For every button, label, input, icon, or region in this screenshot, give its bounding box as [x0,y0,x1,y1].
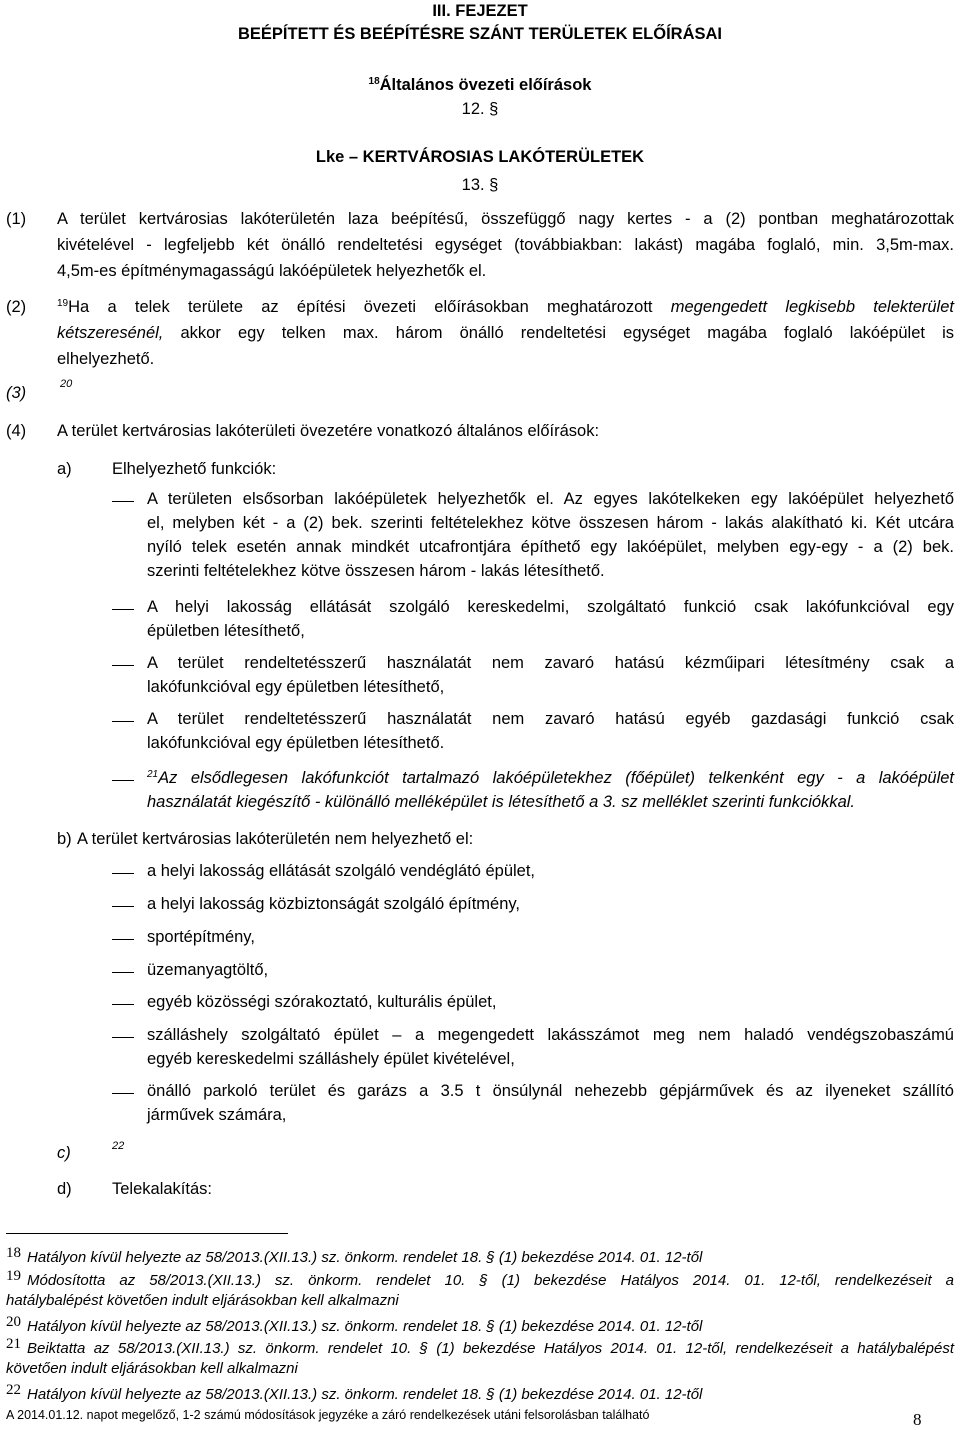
point-3-number: (3) [6,384,27,402]
footnote-19-line-2: hatálybalépést követően indult eljárásokban kell alkalmazni [6,1292,399,1309]
allowed-item-3-line-2: lakófunkcióval egy épületben létesíthető, [147,678,445,696]
list-dash [112,1004,134,1005]
footer-note: A 2014.01.12. napot megelőző, 1-2 számú módosítások jegyzéke a záró rendelkezések utáni felsorolásban található [6,1408,650,1422]
footnote-number: 19 [6,1268,21,1284]
point-1-line-1: A terület kertvárosias lakóterületén laza beépítésű, összefüggő nagy kertes - a (2) pontban meghatározottak [57,210,954,228]
list-dash [112,665,134,666]
prohibited-item-5-line-1: egyéb közösségi szórakoztató, kulturális épület, [147,993,497,1011]
point-1-number: (1) [6,210,27,228]
allowed-item-1-line-1: A területen elsősorban lakóépületek helyezhetők el. Az egyes lakótelkeken egy lakóépület helyezhető [147,490,954,508]
footnote-18-line-1: 18 Hatályon kívül helyezte az 58/2013.(XII.13.) sz. önkorm. rendelet 18. § (1) bekezdése 2014. 01. 12-től [6,1245,703,1266]
point-4-number: (4) [6,422,27,440]
list-dash [112,1037,134,1038]
allowed-item-4-line-2: lakófunkcióval egy épületben létesíthető. [147,734,445,752]
sub-b-text: A terület kertvárosias lakóterületén nem helyezhető el: [77,830,474,848]
list-dash [112,609,134,610]
sub-a-label: a) [57,460,72,478]
sub-b-label: b) [57,830,72,848]
zone-title: Lke – KERTVÁROSIAS LAKÓTERÜLETEK [315,148,645,166]
footnote-22-line-1: 22 Hatályon kívül helyezte az 58/2013.(XII.13.) sz. önkorm. rendelet 18. § (1) bekezdése 2014. 01. 12-től [6,1382,703,1403]
chapter-title: BEÉPÍTETT ÉS BEÉPÍTÉSRE SZÁNT TERÜLETEK ELŐÍRÁSAI [237,25,723,43]
prohibited-item-2-line-1: a helyi lakosság közbiztonságát szolgáló építmény, [147,895,520,913]
prohibited-item-6-line-1: szálláshely szolgáltató épület – a megengedett lakásszámot meg nem haladó vendégszobaszámú [147,1026,954,1044]
prohibited-item-1-line-1: a helyi lakosság ellátását szolgáló vendéglátó épület, [147,862,536,880]
point-2-line-1: $^{19}$Ha a telek területe az építési övezeti előírásokban meghatározott megengedett legkisebb telekterület [57,298,954,316]
allowed-item-1-line-2: el, melyben két - a (2) bek. szerinti feltételekhez kötve összesen három - lakás alakítható ki. Két utcára [147,514,954,532]
footnote-20-line-1: 20 Hatályon kívül helyezte az 58/2013.(XII.13.) sz. önkorm. rendelet 18. § (1) bekezdése 2014. 01. 12-től [6,1314,703,1335]
list-dash [112,939,134,940]
point-4-text: A terület kertvárosias lakóterületi övezetére vonatkozó általános előírások: [57,422,600,440]
chapter-number: III. FEJEZET [432,2,528,20]
prohibited-item-7-line-1: önálló parkoló terület és garázs a 3.5 t önsúlynál nehezebb gépjárművek és az ilyeneket szállító [147,1082,954,1100]
sub-c-label: c) [57,1144,71,1162]
list-dash [112,501,134,502]
footnote-ref-18[interactable]: 18 [368,76,380,87]
sub-d-label: d) [57,1180,72,1198]
allowed-item-3-line-1: A terület rendeltetésszerű használatát nem zavaró hatású kézműipari létesítmény csak a [147,654,954,672]
footnote-21-line-1: 21 Beiktatta az 58/2013.(XII.13.) sz. önkorm. rendelet 10. § (1) bekezdése Hatályos 2014. 01. 12-től, rendelkezéseit a hatálybalépést [6,1336,954,1357]
paragraph-13: 13. § [461,176,499,194]
list-dash [112,972,134,973]
list-dash [112,721,134,722]
point-2-line-2: kétszeresénél, akkor egy telken max. három önálló rendeltetési egységet magába foglaló lakóépület is [57,324,954,342]
section-title: $^{18}$Általános övezeti előírások [368,76,592,94]
allowed-item-4-line-1: A terület rendeltetésszerű használatát nem zavaró hatású egyéb gazdasági funkció csak [147,710,954,728]
allowed-item-1-line-4: szerinti feltételekhez kötve összesen három - lakás létesíthető. [147,562,605,580]
footnote-number: 18 [6,1245,21,1261]
list-dash [112,780,134,781]
list-dash [112,1093,134,1094]
point-2-number: (2) [6,298,27,316]
list-dash [112,873,134,874]
allowed-item-5-line-1: $^{21}$Az elsődlegesen lakófunkciót tartalmazó lakóépületekhez (főépület) telkenként egy - a lakóépület [147,769,954,787]
allowed-item-5-line-2: használatát kiegészítő - különálló melléképület is létesíthető a 3. sz melléklet szerinti funkciókkal. [147,793,856,811]
footnote-number: 22 [6,1382,21,1398]
page-number: 8 [913,1410,922,1429]
footnote-ref-22[interactable]: 22 [112,1140,125,1152]
footnote-number: 20 [6,1314,21,1330]
footnote-number: 21 [6,1336,21,1352]
paragraph-12: 12. § [461,100,499,118]
footnote-separator [6,1233,288,1234]
footnote-21-line-2: követően indult eljárásokban kell alkalmazni [6,1360,298,1377]
prohibited-item-3-line-1: sportépítmény, [147,928,255,946]
sub-a-text: Elhelyezhető funkciók: [112,460,277,478]
prohibited-item-6-line-2: egyéb kereskedelmi szálláshely épület kivételével, [147,1050,515,1068]
footnote-19-line-1: 19 Módosította az 58/2013.(XII.13.) sz. önkorm. rendelet 10. § (1) bekezdése Hatályos 2014. 01. 12-től, rendelkezéseit a [6,1268,954,1289]
footnote-ref-20[interactable]: 20 [60,378,73,390]
point-2-line-3: elhelyezhető. [57,350,155,368]
footnote-ref-21[interactable]: 21 [147,769,159,780]
sub-d-text: Telekalakítás: [112,1180,212,1198]
allowed-item-1-line-3: nyíló telek esetén annak mindkét utcafrontjára építhető egy lakóépület, melyben egy-egy - a (2) bek. [147,538,954,556]
list-dash [112,906,134,907]
footnote-ref-19[interactable]: 19 [57,298,69,309]
point-1-line-3: 4,5m-es építménymagasságú lakóépületek helyezhetők el. [57,262,487,280]
prohibited-item-7-line-2: járművek számára, [147,1106,287,1124]
allowed-item-2-line-2: épületben létesíthető, [147,622,305,640]
point-1-line-2: kivételével - legfeljebb két önálló rendeltetési egységet (továbbiakban: lakást) magába foglaló, min. 3,5m-max. [57,236,954,254]
allowed-item-2-line-1: A helyi lakosság ellátását szolgáló kereskedelmi, szolgáltató funkció csak lakófunkcióval egy [147,598,954,616]
prohibited-item-4-line-1: üzemanyagtöltő, [147,961,269,979]
